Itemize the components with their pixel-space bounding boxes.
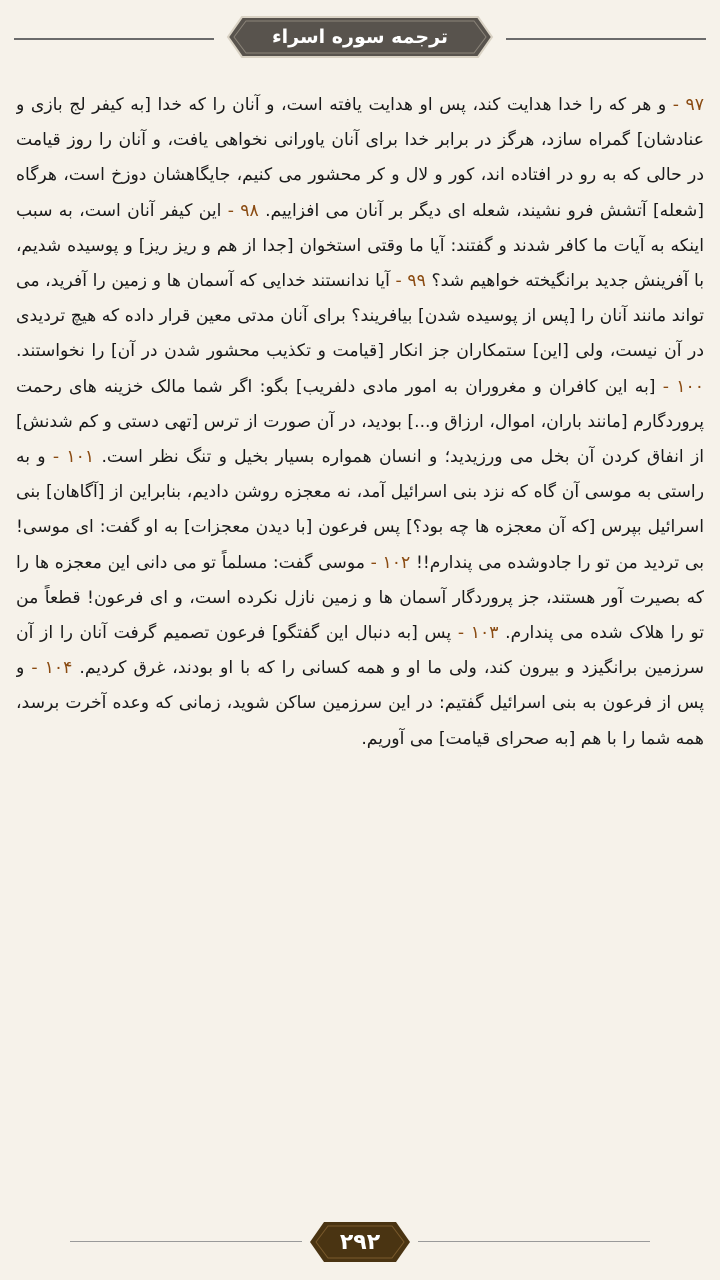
verse-paragraph: [16, 88, 704, 757]
verse-number: ۱۰۱ -: [52, 447, 95, 468]
verse-text: این کیفر آنان است، به سبب اینکه به آیات ما کافر شدند و گفتند: آیا ما وقتی استخوان [جدا از هم و ریز ریز] و پوسیده شدیم، با آفرینش جدید برانگیخته خواهیم شد؟: [16, 200, 704, 292]
surah-title-banner: [222, 14, 498, 60]
verse-number: ۹۸ -: [227, 200, 259, 221]
page-footer: [0, 1212, 720, 1272]
verse-number: ۹۹ -: [395, 271, 426, 292]
page-number: ۲۹۲: [339, 1229, 381, 1255]
header-divider-right: [506, 38, 706, 40]
verse-text: موسی گفت: مسلماً تو می دانی این معجزه ها را که بصیرت آور هستند، جز پروردگار آسمان ها و زمین نازل نکرده است، و ای فرعون! قطعاً من تو را هلاک شده می پندارم.: [16, 552, 704, 644]
verse-text: آیا ندانستند خدایی که آسمان ها و زمین را آفرید، می تواند مانند آنان را [پس از پوسیده شدن] بیافریند؟ برای آنان مدتی معین قرار داده که هیچ تردیدی در آن نیست، ولی [این] ستمکاران جز انکار [قیامت و تکذیب محشور شدن در آن] را نخواستند.: [16, 271, 704, 362]
verse-text: و پس از فرعون به بنی اسرائیل گفتیم: در این سرزمین ساکن شوید، زمانی که وعده آخرت برسد، همه شما را با هم [به صحرای قیامت] می آوریم.: [16, 658, 704, 749]
page-number-badge: [306, 1220, 414, 1264]
verse-number: ۱۰۳ -: [457, 623, 499, 644]
header-divider-left: [14, 38, 214, 40]
footer-divider-left: [70, 1241, 302, 1242]
verse-number: ۹۷ -: [672, 95, 704, 115]
verse-text: پس [به دنبال این گفتگو] فرعون تصمیم گرفت آنان را از آن سرزمین برانگیزد و بیرون کند، ولی ما او و همه کسانی را که با او بودند، غرق کردیم.: [16, 623, 704, 679]
verse-text: و هر که را خدا هدایت کند، پس او هدایت یافته است، و آنان را که خدا [به کیفر لج بازی و عنادشان] گمراه سازد، هرگز در برابر خدا برای آنان یاورانی نخواهی یافت، و آنان را روز قیامت در حالی که به رو در افتاده اند، کور و لال و کر محشور می کنیم، جایگاهشان دوزخ است، هرگاه [شعله] آتشش فرو نشیند، شعله ای دیگر بر آنان می افزاییم.: [16, 95, 704, 221]
verse-text: [به این کافران و مغروران به امور مادی دلفریب] بگو: اگر شما مالک خزینه های رحمت پروردگارم [مانند باران، اموال، ارزاق و...] بودید، در آن صورت از ترس [تهی دستی و کم شدنش] از انفاق کردن آن بخل می ورزیدید؛ و انسان همواره بسیار بخیل و تنگ نظر است.: [16, 376, 704, 468]
verse-number: ۱۰۴ -: [31, 658, 73, 679]
verse-number: ۱۰۲ -: [370, 552, 411, 573]
translation-text: [16, 88, 704, 1206]
verse-text: و به راستی به موسی آن گاه که نزد بنی اسرائیل آمد، نه معجزه روشن دادیم، بنابراین از [آگاهان] بنی اسرائیل بپرس [که آن معجزه ها چه بود؟] پس فرعون [با دیدن معجزات] به او گفت: ای موسی! بی تردید من تو را جادوشده می پندارم!!: [16, 447, 704, 573]
verse-number: ۱۰۰ -: [662, 376, 704, 397]
page-header: [0, 0, 720, 78]
page-title: ترجمه سوره اسراء: [271, 26, 449, 48]
footer-divider-right: [418, 1241, 650, 1242]
